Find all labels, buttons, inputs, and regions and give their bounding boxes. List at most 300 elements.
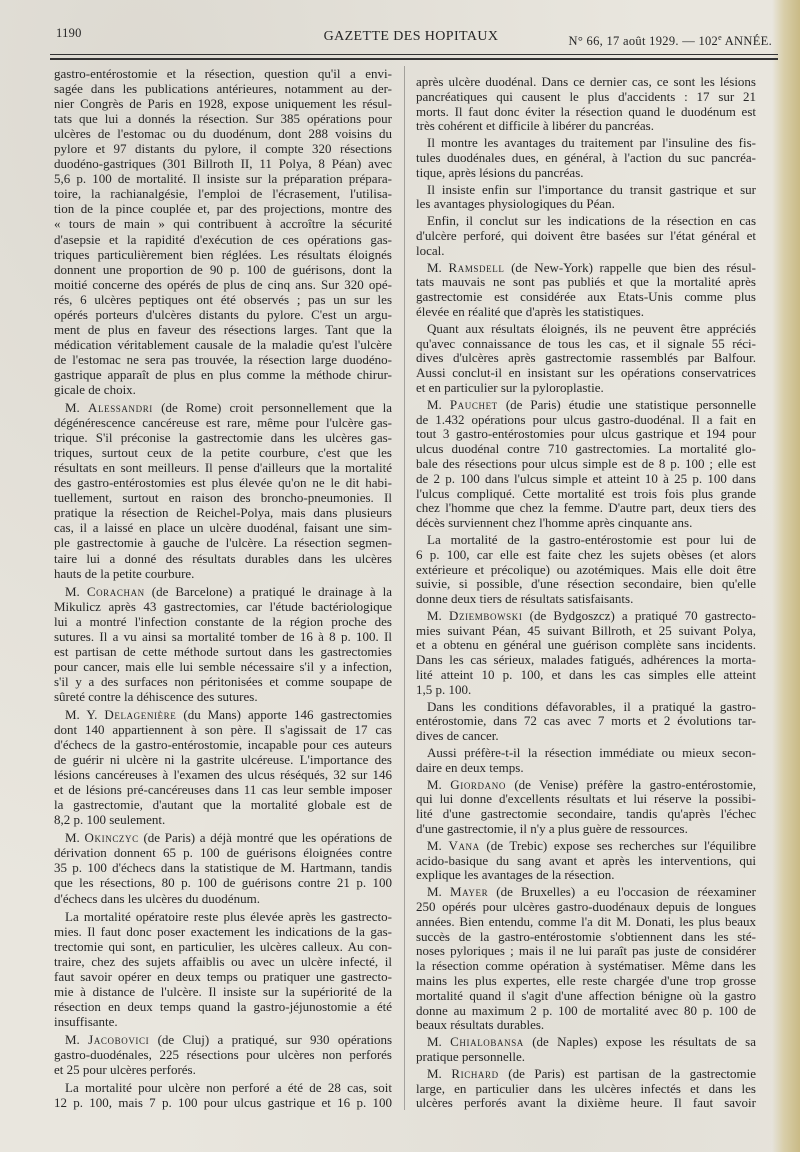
text-line <box>54 954 392 969</box>
speaker-name: Dziembowski <box>448 607 523 623</box>
text-line <box>416 1050 756 1065</box>
text-line <box>416 729 756 744</box>
line-text: chez l'homme que chez la femme. D'autre part, deux tiers des <box>416 500 756 516</box>
text-line <box>54 216 392 231</box>
line-text: (de Rome) croit personnellement que la <box>161 400 393 416</box>
text-line <box>416 183 756 198</box>
line-text: triques, surtout ceux de la petite courbure, c'est que les <box>54 445 392 461</box>
text-line <box>416 577 756 592</box>
line-text: lésions cancéreuses à l'examen des ulcus réséqués, 32 sur 146 <box>54 767 392 783</box>
line-text: (de Cluj) a pratiqué, sur 930 opérations <box>157 1031 393 1047</box>
line-text: toire, la rachianalgésie, l'emploi de l'écrasement, l'utilisa- <box>54 186 392 202</box>
speaker-name: Richard <box>451 1065 499 1081</box>
text-line <box>416 75 756 90</box>
text-line <box>416 105 756 120</box>
speaker-paragraph <box>54 1032 392 1077</box>
speaker-paragraph <box>416 1035 756 1065</box>
speaker-title: M. <box>427 1034 442 1050</box>
text-line <box>54 1080 392 1095</box>
line-text: les avantages physiologiques du Péan. <box>416 196 615 212</box>
issue-info <box>569 33 773 49</box>
text-line <box>416 244 756 259</box>
line-text: (de Paris) a déjà montré que les opérations de <box>143 830 392 846</box>
line-text: trique. S'il préconise la gastrectomie dans les ulcères gas- <box>54 430 392 446</box>
text-line <box>54 490 392 505</box>
line-text: Mikulicz après 43 gastrectomies, car l'étude bactériologique <box>54 598 392 614</box>
line-text: (de Paris) est partisan de la gastrectomie <box>508 1065 757 1081</box>
text-line <box>416 959 756 974</box>
line-text: tout 3 gastro-entérostomies pour ulcus gastrique et 194 pour <box>416 426 756 442</box>
line-text: et a obtenu en général une guérison complète sans incidents. <box>416 637 756 653</box>
text-line <box>416 457 756 472</box>
line-text: donne deux tiers de résultats satisfaisants. <box>416 591 634 607</box>
line-text: lui a montré l'infection constante de la région proche des <box>54 613 392 629</box>
paragraph <box>54 909 392 1029</box>
line-text: gastrique apparaît de plus en plus comme la méthode chirur- <box>54 366 392 382</box>
text-line <box>54 845 392 860</box>
line-text: d'échecs de la gastro-entérostomie, incapable pour ces auteurs <box>54 737 392 753</box>
paragraph <box>54 66 392 397</box>
line-text: ulcères de l'estomac ou du duodénum, dont 288 voisins du <box>54 126 392 142</box>
line-text: tique, après lésions du pancréas. <box>416 164 584 180</box>
line-text: Dans les cas sérieux, malades fatigués, adhérences la morta- <box>416 652 756 668</box>
text-line <box>416 516 756 531</box>
speaker-name: Delagenière <box>104 706 177 722</box>
paragraph <box>416 75 756 134</box>
text-line <box>54 566 392 581</box>
line-text: la gastrectomie, d'autant que la mortalité globale est de <box>54 797 392 813</box>
text-line <box>416 609 756 624</box>
speaker-name: Corachan <box>86 583 145 599</box>
text-line <box>416 915 756 930</box>
speaker-title: M. <box>65 1031 80 1047</box>
speaker-paragraph <box>54 584 392 704</box>
line-text: rés, 6 ulcères peptiques ont été observés ; pas un sur les <box>54 291 392 307</box>
speaker-title: M. <box>427 259 442 275</box>
left-column <box>54 66 392 1110</box>
line-text: tats mauvais ne sont pas publiés et que la mortalité après <box>416 274 756 290</box>
text-line <box>54 737 392 752</box>
speaker-paragraph <box>416 261 756 320</box>
line-text: triques particulièrement bien réglées. Les résultats éloignés <box>54 246 392 262</box>
header-double-rule <box>50 54 778 60</box>
text-line <box>54 415 392 430</box>
line-text: qu'avec connaissance de tous les cas, et il signale 55 réci- <box>416 335 756 351</box>
line-text: noses pyloriques ; mais il ne lui paraît pas juste de considérer <box>416 943 756 959</box>
line-text: lité atteint 10 p. 100, et dans les cas simples elle atteint <box>416 667 756 683</box>
text-line <box>54 475 392 490</box>
text-line <box>54 797 392 812</box>
line-text: La mortalité de la gastro-entérostomie est pour lui de <box>427 531 756 547</box>
line-text: entérostomie, dans 72 cas avec 7 morts et 2 évolutions tar- <box>416 713 756 729</box>
text-line <box>416 1082 756 1097</box>
line-text: traire, chez des sujets affaiblis ou avec un ulcère infecté, il <box>54 953 392 969</box>
text-line <box>54 520 392 535</box>
line-text: (de Venise) préfère la gastro-entérostomie, <box>514 776 757 792</box>
line-text: explique les avantages de la résection. <box>416 867 615 883</box>
text-line <box>54 1095 392 1110</box>
text-line <box>416 714 756 729</box>
text-line <box>54 722 392 737</box>
text-line <box>54 584 392 599</box>
issue-date: N° 66, 17 août 1929. — 102 <box>568 34 719 49</box>
line-text: beaux résultats durables. <box>416 1017 545 1033</box>
text-line <box>416 778 756 793</box>
text-line <box>416 700 756 715</box>
text-line <box>54 830 392 845</box>
text-line <box>416 746 756 761</box>
line-text: résection en deux temps quand la gastro-jéjunostomie a été <box>54 998 392 1014</box>
line-text: 12 p. 100, mais 7 p. 100 pour ulcus gastrique et 16 p. 100 <box>54 1095 392 1111</box>
line-text: morts. Il faut donc éviter la résection quand le duodénum est <box>416 103 756 119</box>
masthead-title: GAZETTE DES HOPITAUX <box>323 29 499 44</box>
text-line <box>416 930 756 945</box>
line-text: décès surviennent chez l'homme après cinquante ans. <box>416 515 693 531</box>
text-line <box>54 752 392 767</box>
text-line <box>416 1035 756 1050</box>
text-line <box>416 166 756 181</box>
line-text: La mortalité opératoire reste plus élevée après les gastrecto- <box>65 908 392 924</box>
text-line <box>54 924 392 939</box>
text-line <box>54 367 392 382</box>
text-line <box>54 460 392 475</box>
text-line <box>416 398 756 413</box>
line-text: de guérir ni ulcère ni la gastrite ulcéreuse. L'importance des <box>54 752 392 768</box>
line-text: gicale de choix. <box>54 381 136 397</box>
text-line <box>54 277 392 292</box>
line-text: d'une gastrectomie, il n'y a plus guère de ressources. <box>416 821 688 837</box>
line-text: extérieure et précolique) ou azotémiques. Mais elle doit être <box>416 561 756 577</box>
line-text: gastrectomie est considérée aux Etats-Unis comme plus <box>416 289 756 305</box>
speaker-paragraph <box>416 885 756 1033</box>
text-line <box>54 767 392 782</box>
text-line <box>54 337 392 352</box>
text-line <box>416 807 756 822</box>
text-line <box>54 126 392 141</box>
text-line <box>54 96 392 111</box>
text-line <box>54 644 392 659</box>
text-line <box>416 548 756 563</box>
paragraph <box>54 1080 392 1110</box>
text-line <box>54 939 392 954</box>
text-line <box>54 551 392 566</box>
text-line <box>54 292 392 307</box>
paragraph <box>416 746 756 776</box>
text-line <box>416 472 756 487</box>
line-text: dérivation donnent 65 p. 100 de guérisons éloignées contre <box>54 845 392 861</box>
text-line <box>416 822 756 837</box>
line-text: pratique la résection de Reichel-Polya, mais dans plusieurs <box>54 505 392 521</box>
line-text: suivie, si possible, d'une résection secondaire, bien qu'elle <box>416 576 756 592</box>
line-text: large, en particulier dans les ulcères infectés et dans les <box>416 1080 756 1096</box>
line-text: l'ulcus compliqué. Cette mortalité est trois fois plus grande <box>416 485 756 501</box>
text-line <box>54 307 392 322</box>
line-text: mies. Il faut donc poser exactement les indications de la gas- <box>54 923 392 939</box>
line-text: ulcères perforés avant la dixième heure. Il faut savoir <box>416 1095 756 1111</box>
text-line <box>54 201 392 216</box>
text-line <box>416 90 756 105</box>
text-line <box>416 136 756 151</box>
text-line <box>54 400 392 415</box>
speaker-paragraph <box>416 609 756 698</box>
line-text: 6 p. 100, car elle est faite chez les sujets obèses (et alors <box>416 546 756 562</box>
speaker-title: M. <box>65 583 80 599</box>
paragraph <box>416 136 756 180</box>
line-text: mains les plus expertes, elle reste chargée d'une trop grosse <box>416 973 756 989</box>
text-line <box>54 689 392 704</box>
line-text: s'il y a des surfaces non péritonisées et comme soupape de <box>54 673 392 689</box>
text-line <box>416 151 756 166</box>
speaker-title: M. <box>427 607 442 623</box>
text-line <box>54 1014 392 1029</box>
speaker-name: Jacobovici <box>88 1031 150 1047</box>
speaker-title: M. <box>65 830 80 846</box>
text-line <box>54 505 392 520</box>
line-text: (de Naples) expose les résultats de sa <box>532 1034 757 1050</box>
line-text: Il insiste enfin sur l'importance du transit gastrique et sur <box>427 181 756 197</box>
paragraph <box>416 214 756 258</box>
line-text: 5,6 p. 100 de mortalité. Il insiste sur la préparation prépara- <box>54 171 392 187</box>
line-text: tules duodénales dues, en général, à l'action du suc pancréa- <box>416 149 756 165</box>
text-line <box>416 337 756 352</box>
text-line <box>54 707 392 722</box>
line-text: de l'estomac ne sera pas trouvée, la résection large duodéno- <box>54 351 392 367</box>
line-text: dives d'ulcères après gastrectomie rassemblés par Balfour. <box>416 350 756 366</box>
text-line <box>54 171 392 186</box>
speaker-name: Giordano <box>450 776 506 792</box>
text-line <box>54 81 392 96</box>
line-text: (de Paris) étudie une statistique personnelle <box>505 396 757 412</box>
line-text: hauts de la petite courbure. <box>54 565 195 581</box>
line-text: pylore et 97 distants du pylore, il compte 320 résections <box>54 141 392 157</box>
text-line <box>54 156 392 171</box>
speaker-title: M. Y. <box>65 706 98 722</box>
text-line <box>54 999 392 1014</box>
line-text: années. Bien entendu, comme l'a dit M. Donati, les plus beaux <box>416 913 756 929</box>
text-line <box>54 1047 392 1062</box>
speaker-paragraph <box>54 830 392 905</box>
line-text: Dans les conditions défavorables, il a pratiqué la gastro- <box>427 698 756 714</box>
line-text: sûreté contre la déhiscence des sutures. <box>54 688 258 704</box>
text-line <box>416 854 756 869</box>
line-text: médication véritablement causale de la maladie qu'est l'ulcère <box>54 336 392 352</box>
line-text: dégénérescence cancéreuse est rare, même pour l'ulcère gas- <box>54 415 392 431</box>
text-line <box>416 305 756 320</box>
text-line <box>54 322 392 337</box>
line-text: ulcus duodénal contre 710 gastrectomies. La mortalité glo- <box>416 441 756 457</box>
line-text: cas, il a laissé en place un ulcère duodénal, faisant une sim- <box>54 520 392 536</box>
line-text: moitié concerne des opérés de plus de cinq ans. Sur 320 opé- <box>54 276 392 292</box>
issue-label: ANNÉE. <box>724 34 772 49</box>
text-line <box>54 909 392 924</box>
speaker-title: M. <box>427 396 442 412</box>
speaker-name: Mayer <box>449 884 489 900</box>
speaker-paragraph <box>416 1067 756 1111</box>
line-text: d'asepsie et la rapidité d'exécution de ces opérations gas- <box>54 231 392 247</box>
speaker-title: M. <box>427 776 442 792</box>
line-text: succès de la gastro-entérostomie s'obtiennent dans les sté- <box>416 928 756 944</box>
speaker-paragraph <box>54 707 392 827</box>
text-line <box>416 944 756 959</box>
text-line <box>54 1062 392 1077</box>
text-line <box>416 413 756 428</box>
text-line <box>416 275 756 290</box>
text-line <box>54 875 392 890</box>
text-line <box>54 860 392 875</box>
text-line <box>416 290 756 305</box>
speaker-name: Vana <box>448 837 480 853</box>
line-text: tion de la pince couplée et, par des projections, montre des <box>54 201 392 217</box>
text-line <box>416 761 756 776</box>
line-text: (de Trebic) expose ses recherches sur l'équilibre <box>486 837 756 853</box>
line-text: dives de cancer. <box>416 728 499 744</box>
line-text: de 1.432 opérations pour ulcus gastro-duodénal. Il a fait en <box>416 411 756 427</box>
text-line <box>416 885 756 900</box>
text-line <box>416 351 756 366</box>
speaker-name: Okinczyc <box>84 830 139 846</box>
right-column <box>416 75 756 1111</box>
speaker-name: Chialobansa <box>450 1034 524 1050</box>
line-text: gastro-entérostomie et la résection, question qu'il a envi- <box>54 66 392 81</box>
line-text: (de Barcelone) a pratiqué le drainage à la <box>151 583 393 599</box>
line-text: bale des résections pour ulcus simple est de 8 p. 100 ; elle est <box>416 455 756 471</box>
text-line <box>54 891 392 906</box>
text-line <box>416 1018 756 1033</box>
line-text: 1,5 p. 100. <box>416 681 472 697</box>
paragraph <box>416 322 756 396</box>
line-text: qui lui donne d'excellents résultats et lui réserve la possibi- <box>416 791 756 807</box>
text-line <box>416 563 756 578</box>
text-line <box>416 322 756 337</box>
text-line <box>416 792 756 807</box>
text-line <box>416 989 756 1004</box>
line-text: (du Mans) apporte 146 gastrectomies <box>183 706 392 722</box>
line-text: lité d'une gastrectomie secondaire, tandis qu'après l'échec <box>416 806 756 822</box>
text-line <box>54 186 392 201</box>
speaker-title: M. <box>427 884 442 900</box>
text-line <box>416 229 756 244</box>
line-text: 8,2 p. 100 seulement. <box>54 812 166 828</box>
text-line <box>54 1032 392 1047</box>
line-text: tuellement, surtout en raison des broncho-pneumonies. Il <box>54 490 392 506</box>
line-text: mies suivant Péan, 45 suivant Billroth, et 25 suivant Polya, <box>416 622 756 638</box>
speaker-name: Ramsdell <box>448 259 505 275</box>
line-text: mie à distance de l'ulcère. Il insiste sur la supériorité de la <box>54 983 392 999</box>
line-text: de 2 p. 100 dans l'ulcus simple et atteint 10 à 25 p. 100 dans <box>416 470 756 486</box>
text-line <box>54 629 392 644</box>
text-line <box>416 592 756 607</box>
line-text: très cohérent et difficile à libérer du pancréas. <box>416 118 654 134</box>
text-line <box>54 445 392 460</box>
line-text: pour cancer, mais elle lui semble nécessaire s'il y a infection, <box>54 658 392 674</box>
line-text: Quant aux résultats éloignés, ils ne peuvent être appréciés <box>427 320 756 336</box>
text-line <box>416 624 756 639</box>
line-text: local. <box>416 242 445 258</box>
line-text: la résection comme opération à systématiser. Même dans les <box>416 958 756 974</box>
text-line <box>416 501 756 516</box>
line-text: que les résections, 80 p. 100 de guérisons contre 21 p. 100 <box>54 875 392 891</box>
text-line <box>416 1096 756 1111</box>
line-text: Il montre les avantages du traitement par l'insuline des fis- <box>427 135 756 151</box>
page-number: 1190 <box>56 26 82 40</box>
line-text: élevée en réalité que d'après les statistiques. <box>416 303 644 319</box>
line-text: donne au maximum 2 p. 100 de mortalité avec 80 p. 100 de <box>416 1002 756 1018</box>
text-line <box>416 839 756 854</box>
paragraph <box>416 183 756 213</box>
line-text: 35 p. 100 d'échecs dans la statistique de M. Hartmann, tandis <box>54 860 392 876</box>
text-line <box>54 614 392 629</box>
text-line <box>54 674 392 689</box>
text-line <box>416 653 756 668</box>
text-line <box>54 66 392 81</box>
line-text: sutures. Il a vu ainsi sa mortalité tomber de 16 à 8 p. 100. Il <box>54 628 392 644</box>
text-line <box>416 427 756 442</box>
line-text: La mortalité pour ulcère non perforé a été de 28 cas, soit <box>65 1080 392 1096</box>
speaker-paragraph <box>54 400 392 581</box>
line-text: acido-basique du sang avant et après les interventions, qui <box>416 852 756 868</box>
text-line <box>416 214 756 229</box>
line-text: daire en deux temps. <box>416 759 524 775</box>
speaker-name: Alessandri <box>88 400 153 416</box>
line-text: sagée dans les publications antérieures, notamment au der- <box>54 81 392 97</box>
text-line <box>416 900 756 915</box>
text-line <box>54 430 392 445</box>
line-text: duodéno-gastriques (301 Billroth II, 11 Polya, 8 Péan) avec <box>54 156 392 172</box>
text-line <box>416 119 756 134</box>
line-text: pratique personnelle. <box>416 1049 526 1064</box>
line-text: Aussi préfère-t-il la résection immédiate ou mieux secon- <box>427 745 756 761</box>
text-line <box>416 533 756 548</box>
line-text: Enfin, il conclut sur les indications de la résection en cas <box>427 213 756 229</box>
line-text: opérés porteurs d'ulcères distants du pylore. C'est un argu- <box>54 306 392 322</box>
text-line <box>416 261 756 276</box>
speaker-title: M. <box>65 400 80 416</box>
text-line <box>416 366 756 381</box>
line-text: (de Bruxelles) a eu l'occasion de réexaminer <box>496 884 756 900</box>
line-text: nier Congrès de Paris en 1928, expose uniquement les résul- <box>54 96 392 112</box>
text-line <box>416 1067 756 1082</box>
line-text: tats que lui a donnés la résection. Sur 385 opérations pour <box>54 111 392 127</box>
speaker-paragraph <box>416 839 756 883</box>
line-text: est partisan de cette méthode surtout dans les gastrectomies <box>54 643 392 659</box>
text-line <box>416 197 756 212</box>
line-text: (de New-York) rappelle que bien des résul- <box>511 259 757 275</box>
text-line <box>54 782 392 797</box>
speaker-title: M. <box>427 1065 442 1081</box>
line-text: Aussi conclut-il en insistant sur les opérations conservatrices <box>416 365 756 381</box>
paragraph <box>416 700 756 744</box>
text-line <box>416 974 756 989</box>
line-text: et 25 pour ulcères perforés. <box>54 1062 196 1078</box>
speaker-name: Pauchet <box>449 396 498 412</box>
text-line <box>54 599 392 614</box>
line-text: résultats en sont meilleurs. Il pense d'ailleurs que la mortalité <box>54 460 392 476</box>
line-text: ment de plus en faveur des résections larges. Tant que la <box>54 321 392 337</box>
text-line <box>416 638 756 653</box>
line-text: trectomie qui sont, en particulier, les ulcères calleux. Au con- <box>54 938 392 954</box>
line-text: après ulcère duodénal. Dans ce dernier cas, ce sont les lésions <box>416 74 756 89</box>
text-line <box>416 868 756 883</box>
line-text: ple gastrectomie à gauche de l'ulcère. La résection segmen- <box>54 535 392 551</box>
text-line <box>54 247 392 262</box>
text-line <box>54 812 392 827</box>
text-line <box>54 352 392 367</box>
paragraph <box>416 533 756 607</box>
speaker-title: M. <box>427 837 442 853</box>
text-line <box>54 984 392 999</box>
text-line <box>54 659 392 674</box>
text-line <box>54 969 392 984</box>
